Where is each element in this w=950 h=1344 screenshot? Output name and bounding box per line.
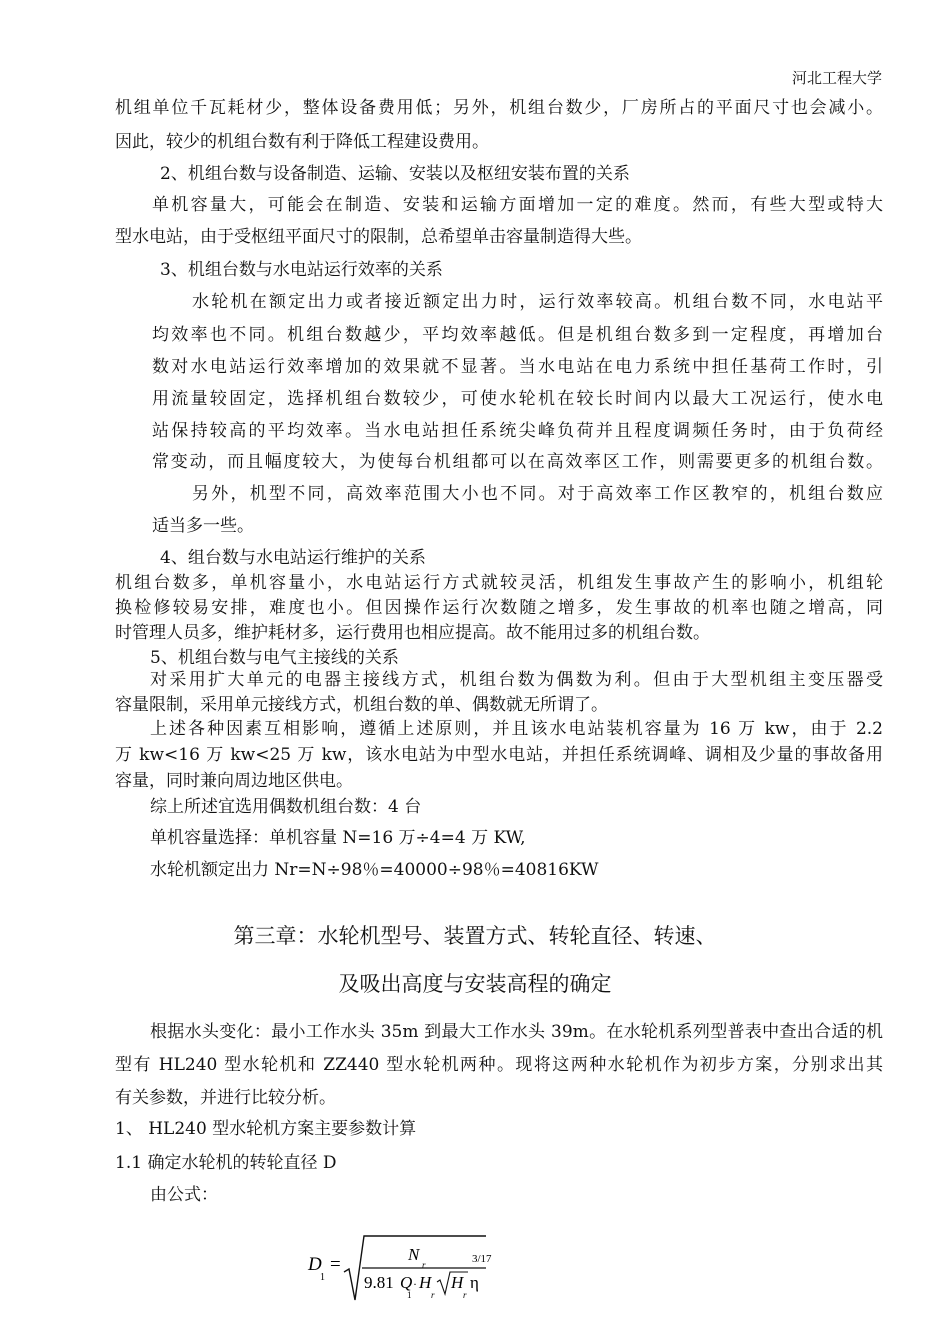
paragraph-line: 机组台数多，单机容量小，水电站运行方式就较灵活，机组发生事故产生的影响小，机组轮 <box>115 573 883 593</box>
formula-coef: 9.81 <box>364 1273 394 1292</box>
paragraph-line: 有关参数，并进行比较分析。 <box>115 1088 336 1108</box>
formula-lhs: D <box>308 1254 322 1275</box>
formula-lhs-sub: 1 <box>320 1272 325 1283</box>
subsection-heading-1-1: 1.1 确定水轮机的转轮直径 D <box>115 1153 337 1173</box>
formula-equals: = <box>330 1254 341 1275</box>
formula-h-sub: r <box>431 1290 435 1300</box>
paragraph-line: 万 kw<16 万 kw<25 万 kw，该水电站为中型水电站，并担任系统调峰、调相及少量的事故备用 <box>115 745 883 765</box>
paragraph-line: 适当多一些。 <box>152 516 254 536</box>
paragraph-line: 机组单位千瓦耗材少，整体设备费用低；另外，机组台数少，厂房所占的平面尺寸也会减小。 <box>115 98 883 118</box>
formula-eta: η <box>470 1273 479 1292</box>
formula-dot: · <box>413 1277 417 1291</box>
paragraph-line: 常变动，而且幅度较大，为使每台机组都可以在高效率区工作，则需要更多的机组台数。 <box>152 452 883 472</box>
paragraph-line: 根据水头变化：最小工作水头 35m 到最大工作水头 39m。在水轮机系列型普表中查出合适的机 <box>150 1022 883 1042</box>
conclusion-line: 综上所述宜选用偶数机组台数：4 台 <box>150 797 422 817</box>
paragraph-line: 对采用扩大单元的电器主接线方式，机组台数为偶数为利。但由于大型机组主变压器受 <box>150 670 883 690</box>
section-heading-2: 2、机组台数与设备制造、运输、安装以及枢纽安装布置的关系 <box>160 164 630 184</box>
section-heading-5: 5、机组台数与电气主接线的关系 <box>150 648 399 668</box>
formula-h2-sub: r <box>463 1290 467 1300</box>
section-heading-4: 4、组台数与水电站运行维护的关系 <box>160 548 426 568</box>
capacity-line: 单机容量选择：单机容量 N=16 万÷4=4 万 KW, <box>150 828 526 848</box>
paragraph-line: 另外，机型不同，高效率范围大小也不同。对于高效率工作区教窄的，机组台数应 <box>192 484 883 504</box>
paragraph-line: 容量限制，采用单元接线方式，机组台数的单、偶数就无所谓了。 <box>115 695 608 715</box>
paragraph-line: 型水电站，由于受枢纽平面尺寸的限制，总希望单击容量制造得大些。 <box>115 227 642 247</box>
formula-numerator-sub: r <box>422 1260 426 1270</box>
paragraph-line: 上述各种因素互相影响，遵循上述原则，并且该水电站装机容量为 16 万 kw，由于 2.2 <box>150 719 883 739</box>
paragraph-line: 用流量较固定，选择机组台数较少，可使水轮机在较长时间内以最大工况运行，使水电 <box>152 389 883 409</box>
section-heading-3: 3、机组台数与水电站运行效率的关系 <box>160 260 443 280</box>
formula-intro: 由公式： <box>150 1185 218 1205</box>
subsection-heading-1: 1、 HL240 型水轮机方案主要参数计算 <box>115 1119 417 1139</box>
rated-output-line: 水轮机额定出力 Nr=N÷98％=40000÷98％=40816KW <box>150 860 599 880</box>
paragraph-line: 型有 HL240 型水轮机和 ZZ440 型水轮机两种。现将这两种水轮机作为初步方案，分别求出其 <box>115 1055 883 1075</box>
formula-q: Q <box>400 1273 413 1292</box>
paragraph-line: 均效率也不同。机组台数越少，平均效率越低。但是机组台数多到一定程度，再增加台 <box>152 325 883 345</box>
formula-exponent: 3/17 <box>472 1253 492 1265</box>
paragraph-line: 因此，较少的机组台数有利于降低工程建设费用。 <box>115 132 489 152</box>
paragraph-line: 单机容量大，可能会在制造、安装和运输方面增加一定的难度。然而，有些大型或特大 <box>152 195 883 215</box>
paragraph-line: 时管理人员多，维护耗材多，运行费用也相应提高。故不能用过多的机组台数。 <box>115 623 710 643</box>
formula-h: H <box>419 1273 432 1292</box>
formula-q-sub: 1 <box>407 1290 412 1300</box>
formula-numerator: N <box>408 1245 420 1264</box>
chapter-title-line-1: 第三章：水轮机型号、装置方式、转轮直径、转速、 <box>233 924 717 948</box>
chapter-title-line-2: 及吸出高度与安装高程的确定 <box>338 972 612 996</box>
paragraph-line: 容量，同时兼向周边地区供电。 <box>115 771 353 791</box>
formula-h2: H <box>451 1273 464 1292</box>
paragraph-line: 站保持较高的平均效率。当水电站担任系统尖峰负荷并且程度调频任务时，由于负荷经 <box>152 421 883 441</box>
paragraph-line: 数对水电站运行效率增加的效果就不显著。当水电站在电力系统中担任基荷工作时，引 <box>152 357 883 377</box>
page-header-university: 河北工程大学 <box>791 69 882 87</box>
runner-diameter-formula <box>300 1228 520 1308</box>
paragraph-line: 换检修较易安排，难度也小。但因操作运行次数随之增多，发生事故的机率也随之增高，同 <box>115 598 883 618</box>
paragraph-line: 水轮机在额定出力或者接近额定出力时，运行效率较高。机组台数不同，水电站平 <box>192 292 883 312</box>
